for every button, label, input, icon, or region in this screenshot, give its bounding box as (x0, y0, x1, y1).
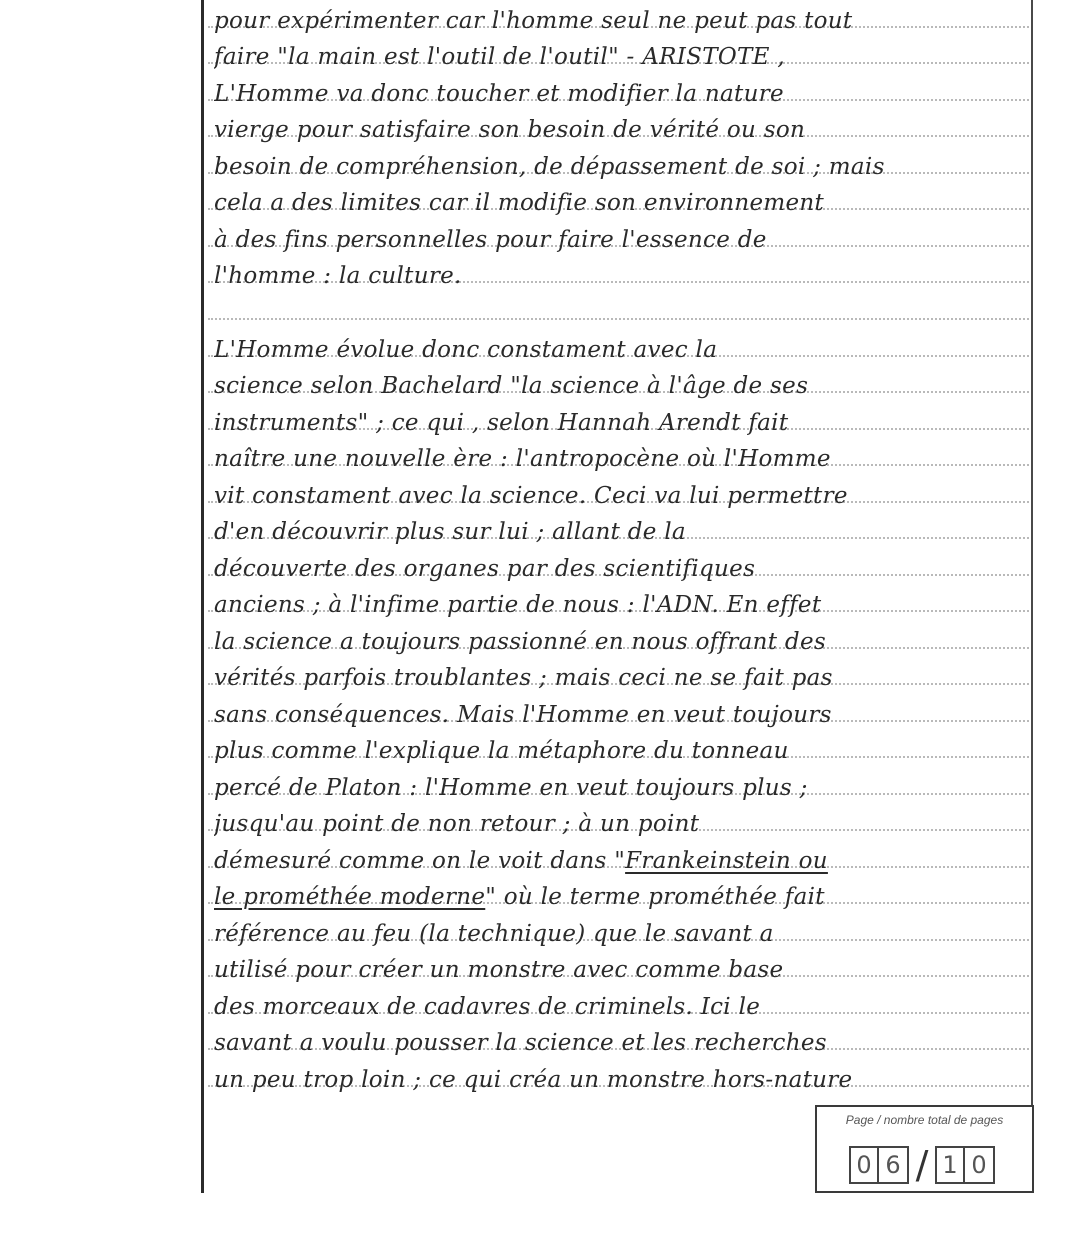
handwritten-line: vierge pour satisfaire son besoin de vérité ou son (214, 117, 806, 143)
handwritten-line: science selon Bachelard "la science à l'âge de ses (214, 373, 809, 399)
handwritten-line: d'en découvrir plus sur lui ; allant de la (214, 519, 686, 545)
handwritten-line: sans conséquences. Mais l'Homme en veut toujours (214, 702, 832, 728)
handwritten-line: faire "la main est l'outil de l'outil" - ARISTOTE , (214, 44, 785, 70)
handwritten-line: pour expérimenter car l'homme seul ne peut pas tout (214, 8, 853, 34)
handwritten-line: découverte des organes par des scientifiques (214, 556, 756, 582)
exam-sheet (201, 0, 1033, 1193)
line-text-after: " où le terme prométhée fait (485, 884, 825, 910)
line-text-before: démesuré comme on le voit dans " (214, 848, 626, 874)
handwritten-line: référence au feu (la technique) que le savant a (214, 921, 774, 947)
handwritten-line: L'Homme va donc toucher et modifier la nature (214, 81, 784, 107)
handwritten-line (214, 882, 1023, 912)
handwritten-line: savant a voulu pousser la science et les recherches (214, 1030, 827, 1056)
underlined-title: le prométhée moderne (214, 884, 486, 910)
dotted-rule (208, 318, 1029, 320)
handwritten-line: plus comme l'explique la métaphore du tonneau (214, 738, 789, 764)
handwritten-line: naître une nouvelle ère : l'antropocène où l'Homme (214, 446, 831, 472)
page-box-label: Page / nombre total de pages (845, 1113, 1004, 1127)
handwritten-line: cela a des limites car il modifie son environnement (214, 190, 825, 216)
page-number-box (815, 1105, 1034, 1193)
handwritten-line: l'homme : la culture. (214, 263, 462, 289)
handwritten-line: besoin de compréhension, de dépassement de soi ; mais (214, 154, 885, 180)
handwritten-line: un peu trop loin ; ce qui créa un monstre hors-nature (214, 1067, 853, 1093)
handwritten-line: la science a toujours passionné en nous offrant des (214, 629, 826, 655)
handwritten-line: vérités parfois troublantes ; mais ceci ne se fait pas (214, 665, 833, 691)
handwritten-line: percé de Platon : l'Homme en veut toujours plus ; (214, 775, 808, 801)
handwritten-line: à des fins personnelles pour faire l'essence de (214, 227, 767, 253)
current-page-digit-2: 6 (879, 1146, 909, 1184)
current-page-digit-1: 0 (849, 1146, 879, 1184)
handwritten-line: utilisé pour créer un monstre avec comme base (214, 957, 784, 983)
ruled-writing-area (204, 0, 1031, 1105)
total-pages-digit-2: 0 (965, 1146, 995, 1184)
underlined-title: Frankeinstein ou (625, 848, 828, 874)
handwritten-line: instruments" ; ce qui , selon Hannah Arendt fait (214, 410, 789, 436)
handwritten-line (214, 846, 1023, 876)
page-digits (849, 1145, 995, 1185)
handwritten-line: L'Homme évolue donc constament avec la (214, 337, 718, 363)
handwritten-line: jusqu'au point de non retour ; à un point (214, 811, 700, 837)
handwritten-line: des morceaux de cadavres de criminels. Ici le (214, 994, 761, 1020)
page-separator: / (915, 1143, 929, 1187)
total-pages-digit-1: 1 (935, 1146, 965, 1184)
handwritten-line: vit constament avec la science. Ceci va lui permettre (214, 483, 848, 509)
handwritten-line: anciens ; à l'infime partie de nous : l'ADN. En effet (214, 592, 822, 618)
